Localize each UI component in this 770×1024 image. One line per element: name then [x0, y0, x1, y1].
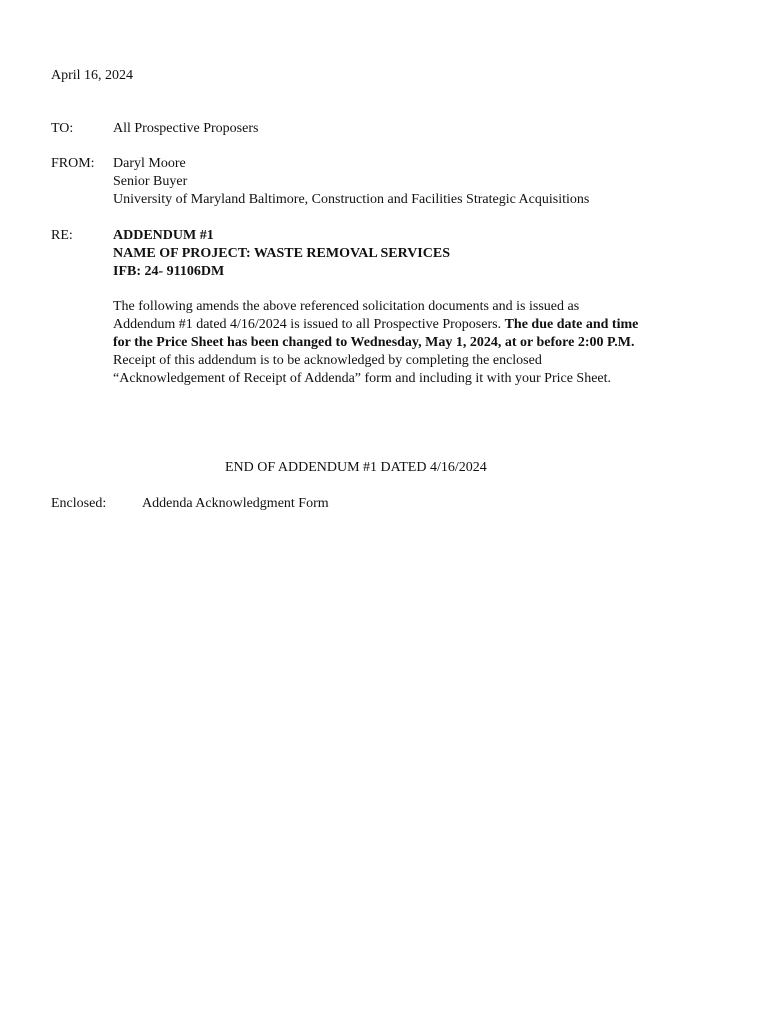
due-date-notice-start: The due date and time	[504, 317, 639, 332]
amendment-paragraph	[113, 298, 713, 388]
from-organization: University of Maryland Baltimore, Construction and Facilities Strategic Acquisitions	[113, 192, 590, 207]
amendment-line-2	[113, 316, 713, 334]
addendum-number: ADDENDUM #1	[113, 228, 214, 243]
to-recipients: All Prospective Proposers	[113, 121, 259, 136]
enclosed-label: Enclosed:	[51, 496, 107, 511]
from-details	[113, 155, 589, 209]
re-heading	[113, 227, 450, 281]
due-date-notice: for the Price Sheet has been changed to Wednesday, May 1, 2024, at or before 2:00 P.M.	[113, 335, 635, 350]
amendment-line-1: The following amends the above referenced solicitation documents and is issued as	[113, 299, 580, 314]
end-of-addendum: END OF ADDENDUM #1 DATED 4/16/2024	[225, 460, 487, 475]
enclosed-item: Addenda Acknowledgment Form	[142, 496, 329, 511]
project-name: NAME OF PROJECT: WASTE REMOVAL SERVICES	[113, 246, 450, 261]
from-title: Senior Buyer	[113, 174, 188, 189]
re-label: RE:	[51, 228, 73, 243]
amendment-line-4: Receipt of this addendum is to be acknowledged by completing the enclosed	[113, 353, 542, 368]
letter-date: April 16, 2024	[51, 68, 134, 83]
from-label: FROM:	[51, 156, 95, 171]
amendment-line-2-text: Addendum #1 dated 4/16/2024 is issued to all Prospective Proposers.	[113, 317, 505, 332]
to-label: TO:	[51, 121, 74, 136]
ifb-number: IFB: 24- 91106DM	[113, 264, 225, 279]
from-name: Daryl Moore	[113, 156, 186, 171]
amendment-line-5: “Acknowledgement of Receipt of Addenda” form and including it with your Price Sheet.	[113, 371, 612, 386]
